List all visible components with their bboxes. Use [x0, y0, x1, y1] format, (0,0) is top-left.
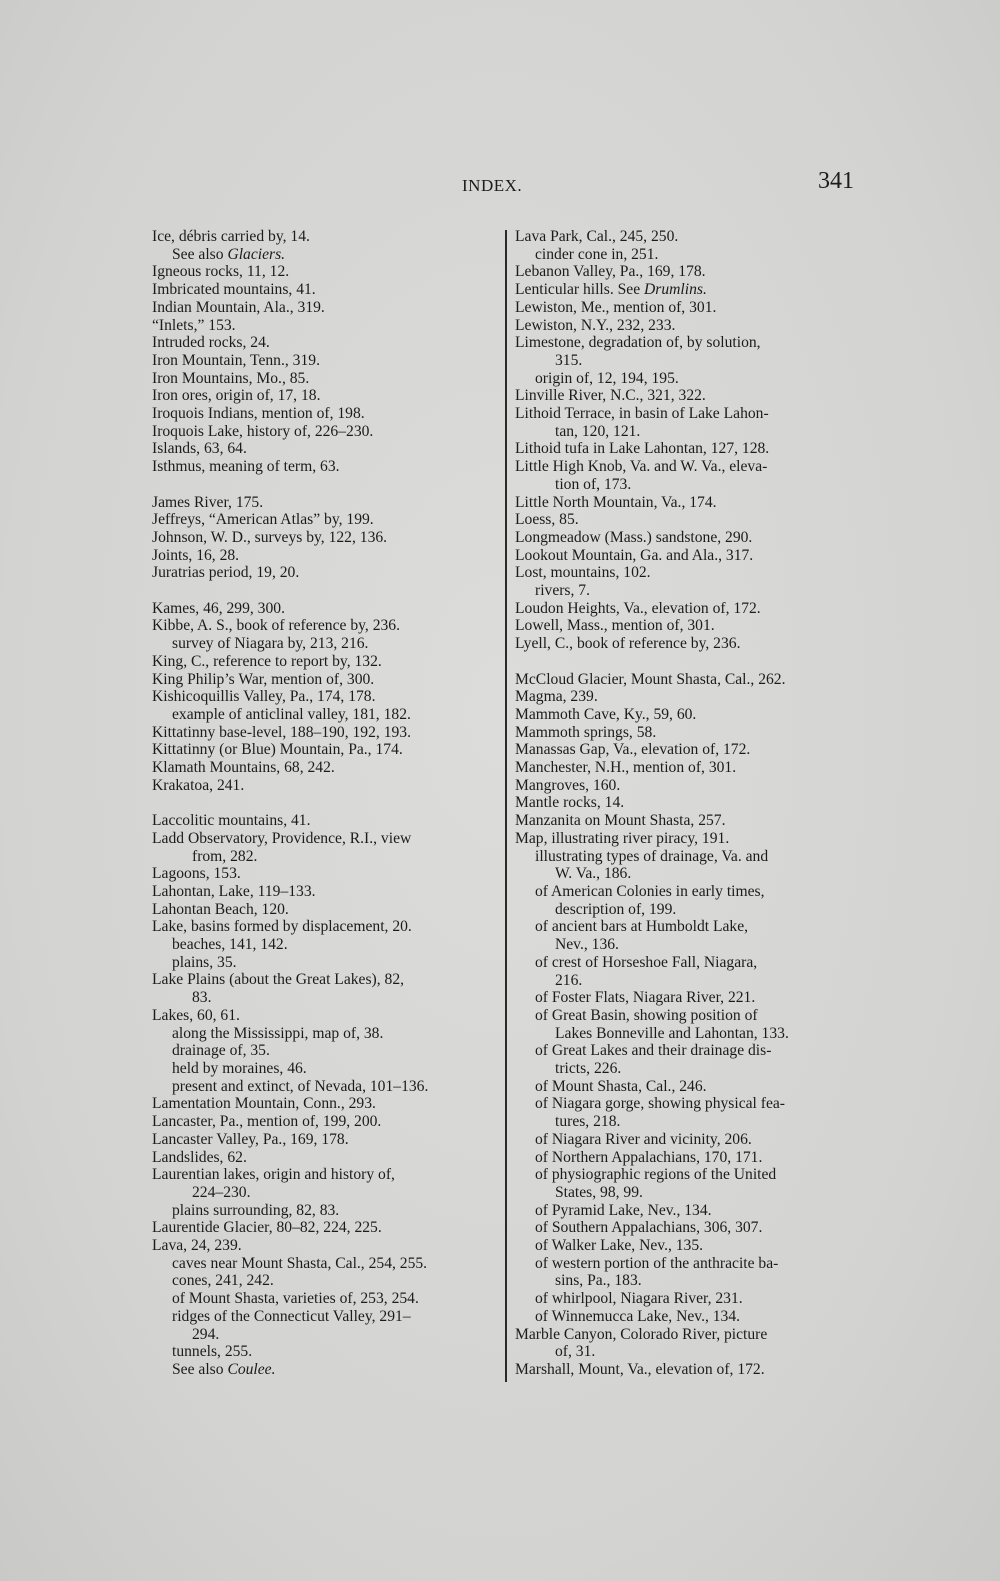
entry-text: Iroquois Lake, history of, 226–230. [152, 422, 374, 440]
index-entry [152, 370, 497, 388]
index-entry [152, 352, 497, 370]
index-entry [515, 777, 865, 795]
index-entry [515, 600, 865, 618]
entry-text: Lost, mountains, 102. [515, 564, 651, 582]
index-subentry [152, 1343, 497, 1361]
entry-text: Ice, débris carried by, 14. [152, 228, 310, 245]
index-entry [515, 263, 865, 281]
index-subentry [152, 989, 497, 1007]
index-entry [152, 830, 497, 848]
index-entry [152, 759, 497, 777]
entry-text: of Great Lakes and their drainage dis- [535, 1042, 772, 1060]
entry-text: Mantle rocks, 14. [515, 794, 625, 812]
index-entry [152, 317, 497, 335]
entry-text: Klamath Mountains, 68, 242. [152, 759, 335, 777]
entry-text: Juratrias period, 19, 20. [152, 564, 300, 582]
entry-text: survey of Niagara by, 213, 216. [172, 635, 369, 653]
entry-text: rivers, 7. [535, 582, 590, 600]
entry-text: of Winnemucca Lake, Nev., 134. [535, 1307, 741, 1325]
index-subentry [515, 1149, 865, 1167]
index-entry [515, 1326, 865, 1344]
entry-text: Lakes Bonneville and Lahontan, 133. [555, 1024, 789, 1042]
entry-text: Lake, basins formed by displacement, 20. [152, 918, 412, 936]
index-entry [152, 547, 497, 565]
entry-text: See also [172, 245, 228, 263]
index-subentry [515, 989, 865, 1007]
entry-text: Lyell, C., book of reference by, 236. [515, 635, 741, 653]
entry-text: Magma, 239. [515, 688, 598, 706]
index-entry [152, 564, 497, 582]
entry-text: Loess, 85. [515, 511, 579, 529]
index-entry [152, 724, 497, 742]
index-entry [152, 671, 497, 689]
index-subentry [515, 918, 865, 936]
index-subentry [515, 1272, 865, 1290]
index-entry [515, 671, 865, 689]
entry-text: James River, 175. [152, 493, 264, 511]
entry-text: Isthmus, meaning of term, 63. [152, 458, 340, 476]
entry-text: Iron Mountains, Mo., 85. [152, 369, 310, 387]
index-entry [515, 405, 865, 423]
index-subentry [515, 848, 865, 866]
entry-text: along the Mississippi, map of, 38. [172, 1024, 384, 1042]
index-entry [152, 901, 497, 919]
index-subentry [515, 1237, 865, 1255]
entry-text: Lowell, Mass., mention of, 301. [515, 617, 715, 635]
index-entry [515, 494, 865, 512]
index-subentry [152, 1184, 497, 1202]
entry-text: Kishicoquillis Valley, Pa., 174, 178. [152, 688, 376, 706]
index-subentry [515, 1007, 865, 1025]
entry-text: Iron Mountain, Tenn., 319. [152, 351, 320, 369]
entry-text: King Philip’s War, mention of, 300. [152, 670, 375, 688]
index-entry [515, 458, 865, 476]
column-divider [505, 230, 507, 1382]
entry-text: tan, 120, 121. [555, 422, 641, 440]
entry-text: Igneous rocks, 11, 12. [152, 263, 290, 281]
entry-text: King, C., reference to report by, 132. [152, 652, 382, 670]
index-entry [152, 423, 497, 441]
entry-text: Little North Mountain, Va., 174. [515, 493, 717, 511]
index-entry [152, 228, 497, 246]
entry-text: drainage of, 35. [172, 1042, 270, 1060]
index-entry [515, 1361, 865, 1379]
entry-text: See also [172, 1360, 228, 1378]
entry-text: of Pyramid Lake, Nev., 134. [535, 1201, 712, 1219]
index-column-left [152, 228, 497, 1379]
index-entry [152, 777, 497, 795]
index-subentry [515, 246, 865, 264]
index-subentry [515, 1078, 865, 1096]
entry-text: Imbricated mountains, 41. [152, 281, 316, 299]
index-subentry [152, 1255, 497, 1273]
index-entry [152, 494, 497, 512]
index-entry [152, 440, 497, 458]
index-subentry [152, 1326, 497, 1344]
index-subentry [515, 936, 865, 954]
entry-text: “Inlets,” 153. [152, 316, 236, 334]
entry-text: example of anticlinal valley, 181, 182. [172, 705, 411, 723]
index-entry [152, 334, 497, 352]
entry-text: States, 98, 99. [555, 1183, 643, 1201]
entry-text: of crest of Horseshoe Fall, Niagara, [535, 953, 758, 971]
index-entry [152, 617, 497, 635]
letter-section-gap [152, 794, 497, 812]
index-entry [152, 1237, 497, 1255]
entry-text: Lahontan, Lake, 119–133. [152, 882, 316, 900]
entry-text: Iroquois Indians, mention of, 198. [152, 405, 365, 423]
entry-text: Manchester, N.H., mention of, 301. [515, 759, 737, 777]
index-entry [152, 1219, 497, 1237]
index-subentry [152, 1361, 497, 1379]
running-head: INDEX. [462, 176, 523, 195]
entry-text: beaches, 141, 142. [172, 936, 288, 954]
index-subentry [515, 901, 865, 919]
entry-text: of western portion of the anthracite ba- [535, 1254, 779, 1272]
index-subentry [152, 1042, 497, 1060]
entry-text: Johnson, W. D., surveys by, 122, 136. [152, 528, 388, 546]
entry-text: 216. [555, 971, 583, 989]
index-subentry [152, 246, 497, 264]
cross-reference-term: Glaciers. [227, 245, 286, 263]
letter-section-gap [152, 476, 497, 494]
entry-text: of Niagara gorge, showing physical fea- [535, 1095, 785, 1113]
index-subentry [515, 1095, 865, 1113]
index-subentry [515, 476, 865, 494]
entry-text: Lava Park, Cal., 245, 250. [515, 228, 679, 245]
entry-text: Lava, 24, 239. [152, 1237, 242, 1255]
index-entry [515, 440, 865, 458]
index-entry [152, 971, 497, 989]
index-entry [515, 317, 865, 335]
entry-text: of Foster Flats, Niagara River, 221. [535, 989, 756, 1007]
index-entry [515, 617, 865, 635]
entry-text: Lewiston, Me., mention of, 301. [515, 298, 717, 316]
index-subentry [152, 1078, 497, 1096]
entry-text: of American Colonies in early times, [535, 883, 765, 900]
index-entry [152, 387, 497, 405]
entry-text: Lebanon Valley, Pa., 169, 178. [515, 263, 706, 281]
entry-text: description of, 199. [555, 900, 677, 918]
entry-text: Longmeadow (Mass.) sandstone, 290. [515, 528, 753, 546]
index-entry [515, 228, 865, 246]
index-subentry [152, 1290, 497, 1308]
index-entry [152, 688, 497, 706]
index-subentry [515, 972, 865, 990]
entry-text: Krakatoa, 241. [152, 776, 245, 794]
index-entry [152, 653, 497, 671]
entry-text: plains surrounding, 82, 83. [172, 1201, 340, 1219]
entry-text: Jeffreys, “American Atlas” by, 199. [152, 511, 374, 529]
index-subentry [515, 1219, 865, 1237]
index-subentry [152, 954, 497, 972]
entry-text: caves near Mount Shasta, Cal., 254, 255. [172, 1254, 428, 1272]
index-entry [152, 918, 497, 936]
index-entry [515, 706, 865, 724]
index-entry [515, 529, 865, 547]
index-entry [152, 299, 497, 317]
page-number: 341 [818, 168, 854, 194]
index-entry [515, 759, 865, 777]
entry-text: Laurentide Glacier, 80–82, 224, 225. [152, 1219, 382, 1237]
entry-text: held by moraines, 46. [172, 1060, 307, 1077]
index-subentry [515, 954, 865, 972]
index-subentry [152, 936, 497, 954]
index-subentry [515, 1255, 865, 1273]
entry-text: tion of, 173. [555, 475, 632, 493]
index-entry [152, 1166, 497, 1184]
entry-text: Loudon Heights, Va., elevation of, 172. [515, 599, 761, 617]
index-entry [152, 405, 497, 423]
entry-text: 315. [555, 351, 583, 369]
entry-text: of Great Basin, showing position of [535, 1006, 758, 1024]
index-entry [515, 635, 865, 653]
index-entry [515, 334, 865, 352]
entry-text: Lagoons, 153. [152, 865, 241, 883]
index-subentry [152, 635, 497, 653]
index-subentry [515, 1131, 865, 1149]
entry-text: cones, 241, 242. [172, 1272, 274, 1290]
index-entry [515, 830, 865, 848]
index-subentry [515, 1166, 865, 1184]
entry-text: Laccolitic mountains, 41. [152, 812, 311, 830]
index-subentry [152, 1272, 497, 1290]
entry-text: Landslides, 62. [152, 1148, 247, 1166]
index-subentry [515, 582, 865, 600]
index-subentry [152, 706, 497, 724]
index-subentry [515, 1343, 865, 1361]
entry-text: Kittatinny (or Blue) Mountain, Pa., 174. [152, 741, 403, 759]
index-subentry [515, 1025, 865, 1043]
index-entry [152, 600, 497, 618]
entry-text: Mammoth springs, 58. [515, 723, 657, 741]
index-entry [515, 812, 865, 830]
entry-text: Limestone, degradation of, by solution, [515, 334, 761, 352]
entry-text: of Niagara River and vicinity, 206. [535, 1130, 752, 1148]
entry-text: 294. [192, 1325, 220, 1343]
entry-text: Lancaster, Pa., mention of, 199, 200. [152, 1113, 382, 1131]
index-entry [152, 529, 497, 547]
entry-text: Lithoid tufa in Lake Lahontan, 127, 128. [515, 440, 770, 458]
index-subentry [152, 1025, 497, 1043]
index-entry [515, 564, 865, 582]
index-entry [152, 511, 497, 529]
entry-text: Mammoth Cave, Ky., 59, 60. [515, 705, 697, 723]
index-entry [515, 387, 865, 405]
entry-text: Kibbe, A. S., book of reference by, 236. [152, 617, 400, 635]
entry-text: Lithoid Terrace, in basin of Lake Lahon- [515, 405, 769, 423]
index-entry [515, 547, 865, 565]
index-entry [515, 281, 865, 299]
entry-text: W. Va., 186. [555, 865, 632, 883]
entry-text: from, 282. [192, 847, 258, 865]
letter-section-gap [152, 582, 497, 600]
index-entry [152, 812, 497, 830]
entry-text: of Northern Appalachians, 170, 171. [535, 1148, 763, 1166]
index-subentry [152, 1060, 497, 1078]
entry-text: 224–230. [192, 1183, 251, 1201]
entry-text: Lewiston, N.Y., 232, 233. [515, 316, 676, 334]
entry-text: of ancient bars at Humboldt Lake, [535, 918, 749, 936]
index-entry [152, 883, 497, 901]
letter-section-gap [515, 653, 865, 671]
index-subentry [515, 423, 865, 441]
entry-text: of Mount Shasta, Cal., 246. [535, 1077, 707, 1095]
index-subentry [515, 883, 865, 901]
entry-text: Little High Knob, Va. and W. Va., eleva- [515, 458, 768, 476]
entry-text: of Mount Shasta, varieties of, 253, 254. [172, 1290, 419, 1308]
entry-text: Marble Canyon, Colorado River, picture [515, 1325, 768, 1343]
entry-text: Linville River, N.C., 321, 322. [515, 387, 706, 405]
index-entry [152, 1095, 497, 1113]
entry-text: Laurentian lakes, origin and history of, [152, 1166, 395, 1184]
index-entry [152, 263, 497, 281]
index-entry [152, 1131, 497, 1149]
entry-text: Mangroves, 160. [515, 776, 621, 794]
entry-text: Manzanita on Mount Shasta, 257. [515, 812, 726, 830]
entry-text: Ladd Observatory, Providence, R.I., view [152, 829, 412, 847]
index-entry [515, 724, 865, 742]
entry-text: tures, 218. [555, 1113, 621, 1131]
entry-text: Manassas Gap, Va., elevation of, 172. [515, 741, 751, 759]
entry-text: Lookout Mountain, Ga. and Ala., 317. [515, 546, 754, 564]
entry-text: plains, 35. [172, 953, 237, 971]
entry-text: Iron ores, origin of, 17, 18. [152, 387, 321, 405]
entry-text: Kittatinny base-level, 188–190, 192, 193. [152, 723, 411, 741]
entry-text: of physiographic regions of the United [535, 1166, 777, 1184]
index-subentry [152, 1202, 497, 1220]
index-entry [152, 281, 497, 299]
entry-text: of Walker Lake, Nev., 135. [535, 1237, 704, 1255]
index-entry [152, 865, 497, 883]
index-entry [152, 1113, 497, 1131]
index-subentry [515, 370, 865, 388]
index-entry [152, 1149, 497, 1167]
entry-text: Intruded rocks, 24. [152, 334, 270, 352]
entry-text: tunnels, 255. [172, 1343, 253, 1361]
index-entry [515, 511, 865, 529]
entry-text: Indian Mountain, Ala., 319. [152, 298, 325, 316]
entry-text: Marshall, Mount, Va., elevation of, 172. [515, 1360, 765, 1378]
index-column-right [515, 228, 865, 1379]
cross-reference-term: Coulee. [227, 1360, 276, 1378]
index-entry [515, 741, 865, 759]
entry-text: of whirlpool, Niagara River, 231. [535, 1290, 743, 1308]
entry-text: Islands, 63, 64. [152, 440, 247, 458]
index-subentry [152, 1308, 497, 1326]
index-entry [152, 1007, 497, 1025]
entry-text: Map, illustrating river piracy, 191. [515, 829, 730, 847]
index-entry [515, 794, 865, 812]
entry-text: ridges of the Connecticut Valley, 291– [172, 1307, 411, 1325]
entry-text: illustrating types of drainage, Va. and [535, 847, 769, 865]
index-subentry [515, 1042, 865, 1060]
index-subentry [515, 1113, 865, 1131]
entry-text: Kames, 46, 299, 300. [152, 599, 285, 617]
entry-text: of Southern Appalachians, 306, 307. [535, 1219, 763, 1237]
entry-text: 83. [192, 989, 212, 1007]
index-entry [152, 741, 497, 759]
cross-reference-term: Drumlins. [644, 281, 707, 299]
index-subentry [515, 1202, 865, 1220]
index-subentry [515, 865, 865, 883]
entry-text: Nev., 136. [555, 936, 619, 954]
index-subentry [515, 1308, 865, 1326]
entry-text: Lahontan Beach, 120. [152, 900, 289, 918]
index-entry [515, 688, 865, 706]
entry-text: Lancaster Valley, Pa., 169, 178. [152, 1130, 349, 1148]
entry-text: origin of, 12, 194, 195. [535, 369, 679, 387]
index-subentry [515, 1060, 865, 1078]
entry-text: Lamentation Mountain, Conn., 293. [152, 1095, 376, 1113]
index-subentry [152, 848, 497, 866]
index-entry [152, 458, 497, 476]
index-subentry [515, 1290, 865, 1308]
entry-text: of, 31. [555, 1343, 596, 1361]
entry-text: present and extinct, of Nevada, 101–136. [172, 1077, 429, 1095]
entry-text: Joints, 16, 28. [152, 546, 240, 564]
entry-text: sins, Pa., 183. [555, 1272, 642, 1290]
entry-text: tricts, 226. [555, 1060, 622, 1078]
entry-text: cinder cone in, 251. [535, 245, 659, 263]
entry-text: Lake Plains (about the Great Lakes), 82, [152, 971, 405, 989]
index-subentry [515, 352, 865, 370]
index-entry [515, 299, 865, 317]
entry-text: McCloud Glacier, Mount Shasta, Cal., 262. [515, 670, 786, 688]
index-subentry [515, 1184, 865, 1202]
entry-text: Lakes, 60, 61. [152, 1006, 240, 1024]
entry-text: Lenticular hills. See [515, 281, 645, 299]
